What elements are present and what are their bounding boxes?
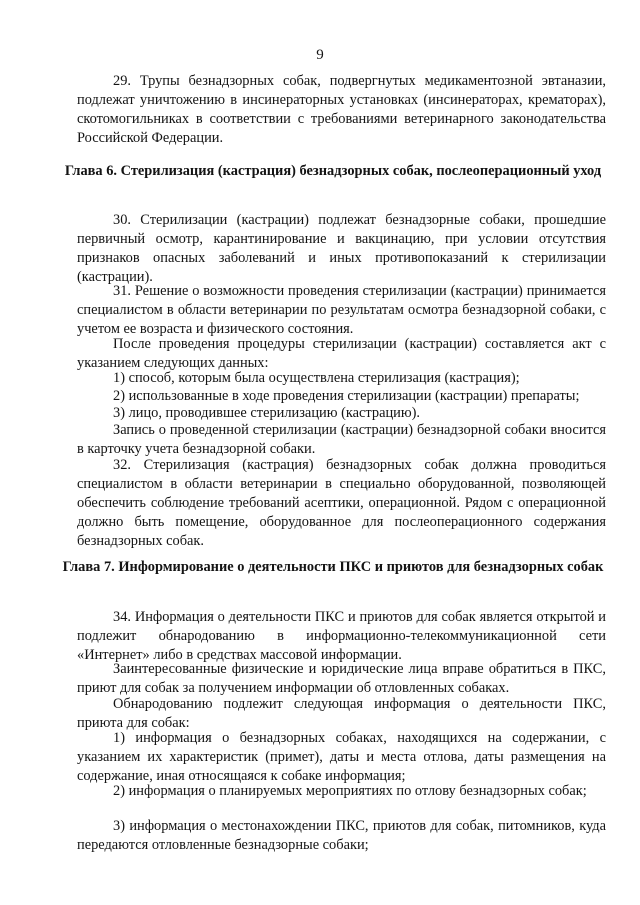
act-item-1: 1) способ, которым была осуществлена стерилизация (кастрация);: [113, 370, 520, 386]
paragraph-29: 29. Трупы безнадзорных собак, подвергнутых медикаментозной эвтаназии, подлежат уничтожению в инсинераторных установках (инсинераторах, крематорах), скотомогильниках в соответствии с требованиями ветеринарного законодательства Российской Федерации.: [77, 73, 606, 146]
chapter-6-heading: Глава 6. Стерилизация (кастрация) безнадзорных собак, послеоперационный уход: [64, 163, 602, 179]
paragraph-31-record: Запись о проведенной стерилизации (кастрации) безнадзорной собаки вносится в карточку учета безнадзорной собаки.: [77, 422, 606, 457]
act-item-2: 2) использованные в ходе проведения стерилизации (кастрации) препараты;: [113, 388, 580, 404]
page-number: 9: [316, 47, 324, 63]
paragraph-32: 32. Стерилизация (кастрация) безнадзорных собак должна проводиться специалистом в области ветеринарии в специально оборудованной, позволяющей обеспечить соблюдение требований асептики, операционной. Рядом с операционной должно быть помещение, оборудованное для послеоперационного содержания безнадзорных собак.: [77, 457, 606, 549]
paragraph-34: 34. Информация о деятельности ПКС и приютов для собак является открытой и подлежит обнародованию в информационно-телекоммуникационной сети «Интернет» либо в средствах массовой информации.: [77, 609, 606, 663]
paragraph-30: 30. Стерилизации (кастрации) подлежат безнадзорные собаки, прошедшие первичный осмотр, карантинирование и вакцинацию, при условии отсутствия признаков опасных заболеваний и иных противопоказаний к стерилизации (кастрации).: [77, 212, 606, 285]
info-item-1: 1) информация о безнадзорных собаках, находящихся на содержании, с указанием их характеристик (примет), даты и места отлова, даты размещения на содержание, иная относящаяся к собаке информация;: [77, 730, 606, 784]
paragraph-31-act: После проведения процедуры стерилизации (кастрации) составляется акт с указанием следующих данных:: [77, 336, 606, 371]
paragraph-34-interested: Заинтересованные физические и юридические лица вправе обратиться в ПКС, приют для собак за получением информации об отловленных собаках.: [77, 661, 606, 696]
act-item-3: 3) лицо, проводившее стерилизацию (кастрацию).: [113, 405, 420, 421]
paragraph-34-subject: Обнародованию подлежит следующая информация о деятельности ПКС, приюта для собак:: [77, 696, 606, 731]
chapter-7-heading: Глава 7. Информирование о деятельности ПКС и приютов для безнадзорных собак: [62, 559, 604, 575]
paragraph-31: 31. Решение о возможности проведения стерилизации (кастрации) принимается специалистом в области ветеринарии по результатам осмотра безнадзорной собаки, с учетом ее возраста и физического состояния.: [77, 283, 606, 337]
info-item-3: 3) информация о местонахождении ПКС, приютов для собак, питомников, куда передаются отловленные безнадзорные собаки;: [77, 818, 606, 853]
info-item-2: 2) информация о планируемых мероприятиях по отлову безнадзорных собак;: [113, 783, 587, 799]
